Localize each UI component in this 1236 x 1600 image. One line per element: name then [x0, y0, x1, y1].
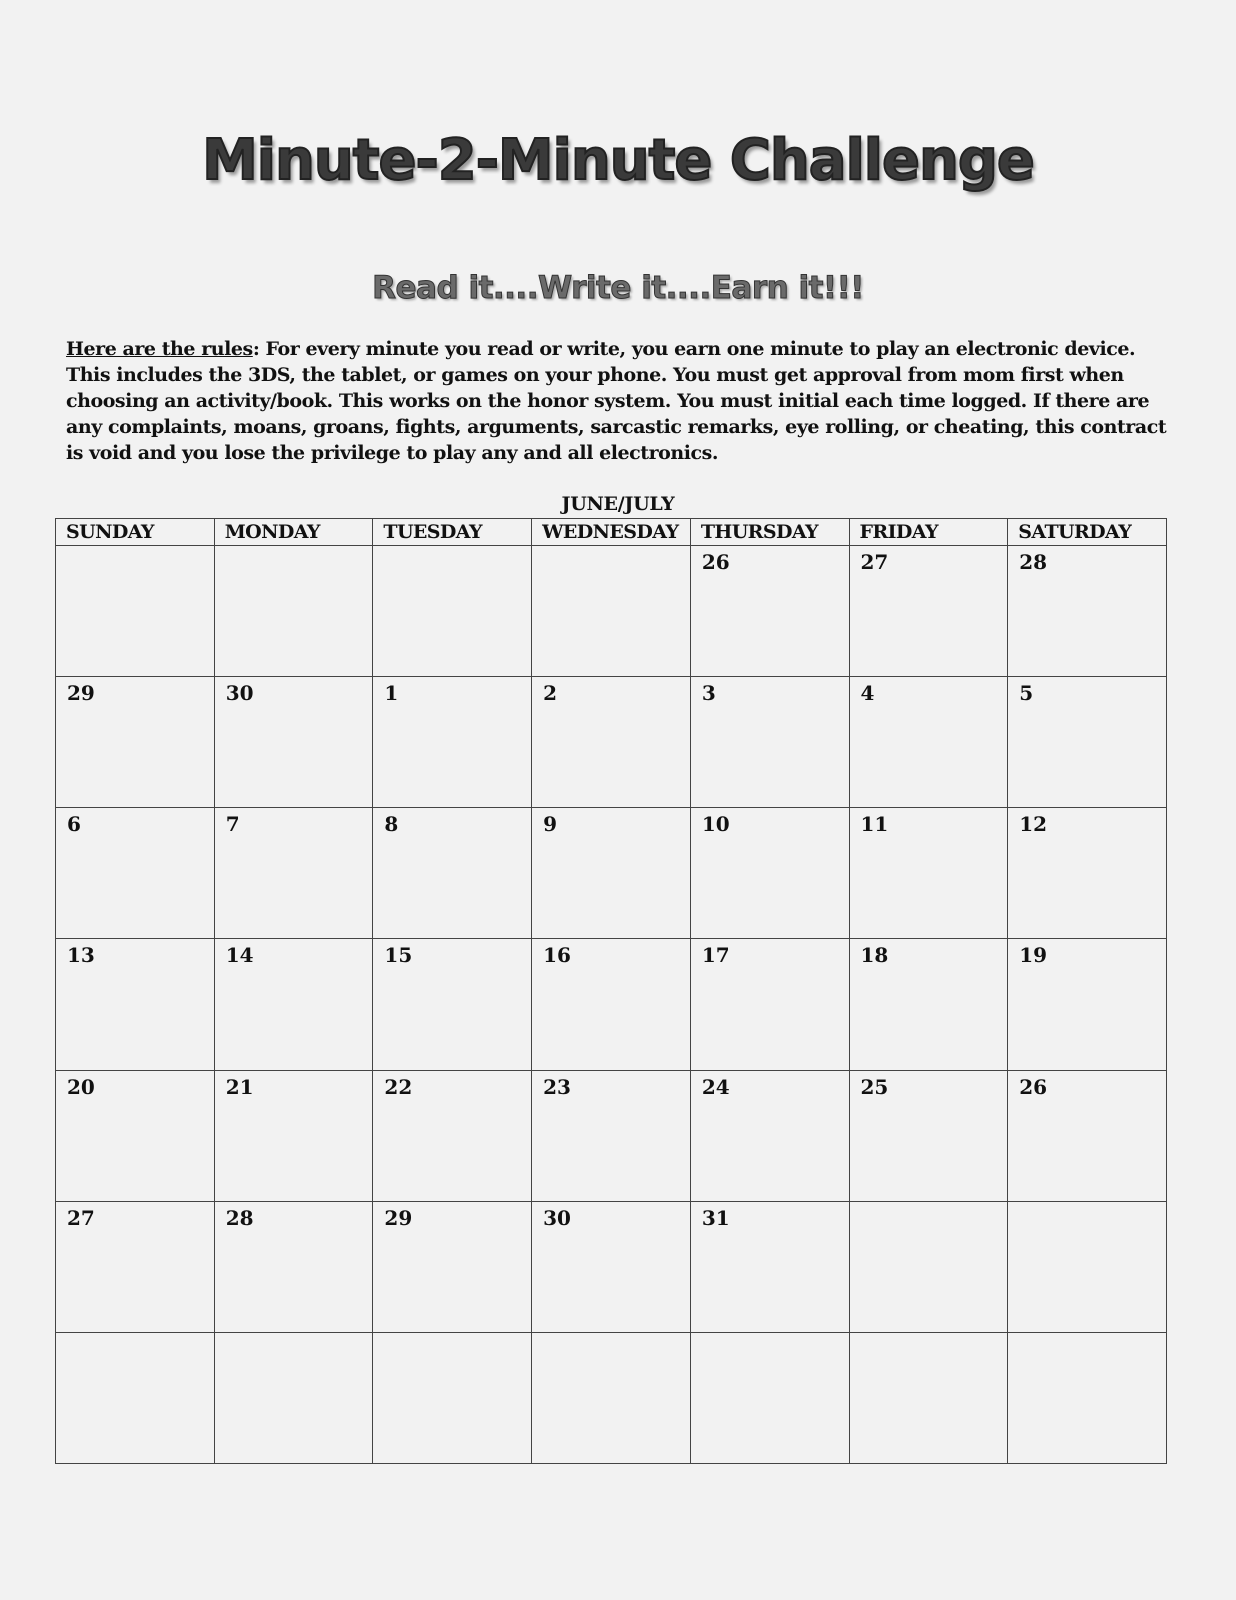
calendar-day-cell	[532, 939, 691, 1070]
calendar-day-cell	[690, 939, 849, 1070]
calendar-day-cell	[214, 546, 373, 677]
day-number: 30	[225, 681, 254, 706]
calendar-day-cell	[849, 808, 1008, 939]
calendar-week-row	[56, 1332, 1167, 1463]
day-number: 1	[384, 681, 399, 706]
calendar-week-row	[56, 939, 1167, 1070]
calendar-day-cell	[532, 677, 691, 808]
calendar-day-cell	[690, 546, 849, 677]
day-number: 6	[67, 812, 81, 837]
day-number: 28	[1019, 550, 1048, 574]
calendar-day-cell	[56, 677, 215, 808]
calendar-day-cell	[373, 677, 532, 808]
calendar-day-cell	[849, 1070, 1008, 1201]
calendar-day-cell	[56, 808, 215, 939]
day-number	[850, 1333, 1008, 1337]
day-number: 10	[701, 812, 730, 837]
calendar-day-cell	[214, 1201, 373, 1332]
calendar-day-cell	[56, 939, 215, 1070]
day-number	[373, 546, 531, 550]
calendar-day-cell	[690, 808, 849, 939]
calendar-day-cell	[532, 1201, 691, 1332]
calendar-day-cell	[532, 808, 691, 939]
calendar-grid	[55, 518, 1167, 1464]
day-number: 18	[860, 943, 889, 968]
weekday-header: THURSDAY	[690, 519, 849, 546]
page-subtitle: Read it....Write it....Earn it!!!	[372, 270, 864, 306]
day-number: 9	[543, 812, 558, 837]
calendar-day-cell	[849, 546, 1008, 677]
day-number: 16	[543, 943, 571, 968]
calendar-day-cell	[849, 1332, 1008, 1463]
day-number: 20	[67, 1074, 95, 1099]
calendar-week-row	[56, 1070, 1167, 1201]
calendar-week-row	[56, 808, 1167, 939]
rules-paragraph	[66, 336, 1170, 466]
weekday-header: SUNDAY	[56, 519, 215, 546]
weekday-header-row	[56, 519, 1167, 546]
calendar-week-row	[56, 1201, 1167, 1332]
day-number: 29	[67, 681, 95, 706]
calendar-day-cell	[214, 1070, 373, 1201]
weekday-header: TUESDAY	[373, 519, 532, 546]
calendar-day-cell	[373, 1201, 532, 1332]
calendar-day-cell	[532, 1332, 691, 1463]
calendar-day-cell	[214, 677, 373, 808]
calendar-day-cell	[373, 1332, 532, 1463]
calendar-day-cell	[690, 1332, 849, 1463]
day-number	[691, 1333, 849, 1337]
month-label: JUNE/JULY	[561, 493, 675, 515]
calendar-day-cell	[56, 546, 215, 677]
day-number: 25	[860, 1074, 889, 1099]
day-number: 12	[1019, 812, 1048, 837]
day-number: 23	[543, 1074, 571, 1099]
day-number: 30	[543, 1205, 571, 1230]
day-number: 27	[67, 1205, 95, 1230]
day-number	[215, 546, 373, 550]
day-number: 29	[384, 1205, 413, 1230]
calendar-day-cell	[373, 939, 532, 1070]
day-number	[373, 1333, 531, 1337]
day-number: 7	[225, 812, 240, 837]
calendar-day-cell	[690, 1070, 849, 1201]
day-number: 28	[225, 1205, 254, 1230]
calendar-day-cell	[1008, 1201, 1167, 1332]
calendar-day-cell	[690, 677, 849, 808]
day-number: 21	[225, 1074, 254, 1099]
weekday-header: WEDNESDAY	[532, 519, 691, 546]
day-number	[215, 1333, 373, 1337]
day-number	[56, 1333, 214, 1337]
day-number	[532, 1333, 690, 1337]
page-title: Minute-2-Minute Challenge	[202, 128, 1034, 193]
calendar-day-cell	[849, 1201, 1008, 1332]
day-number: 24	[701, 1074, 730, 1099]
calendar-day-cell	[1008, 546, 1167, 677]
calendar-day-cell	[1008, 1070, 1167, 1201]
day-number: 19	[1019, 943, 1048, 968]
day-number: 2	[543, 681, 558, 706]
calendar-day-cell	[849, 939, 1008, 1070]
calendar-day-cell	[1008, 677, 1167, 808]
day-number: 13	[67, 943, 95, 968]
calendar-day-cell	[849, 677, 1008, 808]
day-number: 3	[701, 681, 716, 706]
day-number: 4	[860, 681, 875, 706]
calendar-day-cell	[1008, 939, 1167, 1070]
day-number: 14	[225, 943, 254, 968]
calendar-day-cell	[214, 1332, 373, 1463]
day-number: 26	[1019, 1074, 1048, 1099]
day-number: 22	[384, 1074, 413, 1099]
calendar-day-cell	[373, 546, 532, 677]
calendar-day-cell	[214, 808, 373, 939]
day-number: 5	[1019, 681, 1034, 706]
weekday-header: FRIDAY	[849, 519, 1008, 546]
rules-text: : For every minute you read or write, you earn one minute to play an electronic device. This includes the 3DS, the tablet, or games on your phone. You must get approval from mom first when choosing an activity/book. This works on the honor system. You must initial each time logged. If there are any complaints, moans, groans, fights, arguments, sarcastic remarks, eye rolling, or cheating, this contract is void and you lose the privilege to play any and all electronics.	[66, 338, 1167, 464]
day-number	[1008, 1202, 1166, 1206]
calendar-day-cell	[373, 1070, 532, 1201]
calendar-day-cell	[56, 1201, 215, 1332]
calendar-day-cell	[1008, 808, 1167, 939]
calendar-day-cell	[214, 939, 373, 1070]
day-number: 26	[701, 550, 730, 574]
weekday-header: MONDAY	[214, 519, 373, 546]
day-number: 15	[384, 943, 413, 968]
calendar-week-row	[56, 546, 1167, 677]
day-number: 8	[384, 812, 399, 837]
day-number	[850, 1202, 1008, 1206]
calendar-body	[56, 546, 1167, 1464]
day-number: 27	[860, 550, 889, 574]
weekday-header: SATURDAY	[1008, 519, 1167, 546]
day-number: 11	[860, 812, 889, 837]
calendar-day-cell	[56, 1332, 215, 1463]
day-number: 31	[701, 1205, 730, 1230]
day-number	[56, 546, 214, 550]
calendar-day-cell	[532, 546, 691, 677]
calendar-week-row	[56, 677, 1167, 808]
day-number	[532, 546, 690, 550]
day-number	[1008, 1333, 1166, 1337]
calendar-day-cell	[532, 1070, 691, 1201]
calendar-day-cell	[690, 1201, 849, 1332]
calendar-day-cell	[1008, 1332, 1167, 1463]
rules-lead: Here are the rules	[66, 338, 253, 360]
day-number: 17	[701, 943, 730, 968]
calendar-day-cell	[373, 808, 532, 939]
calendar-day-cell	[56, 1070, 215, 1201]
